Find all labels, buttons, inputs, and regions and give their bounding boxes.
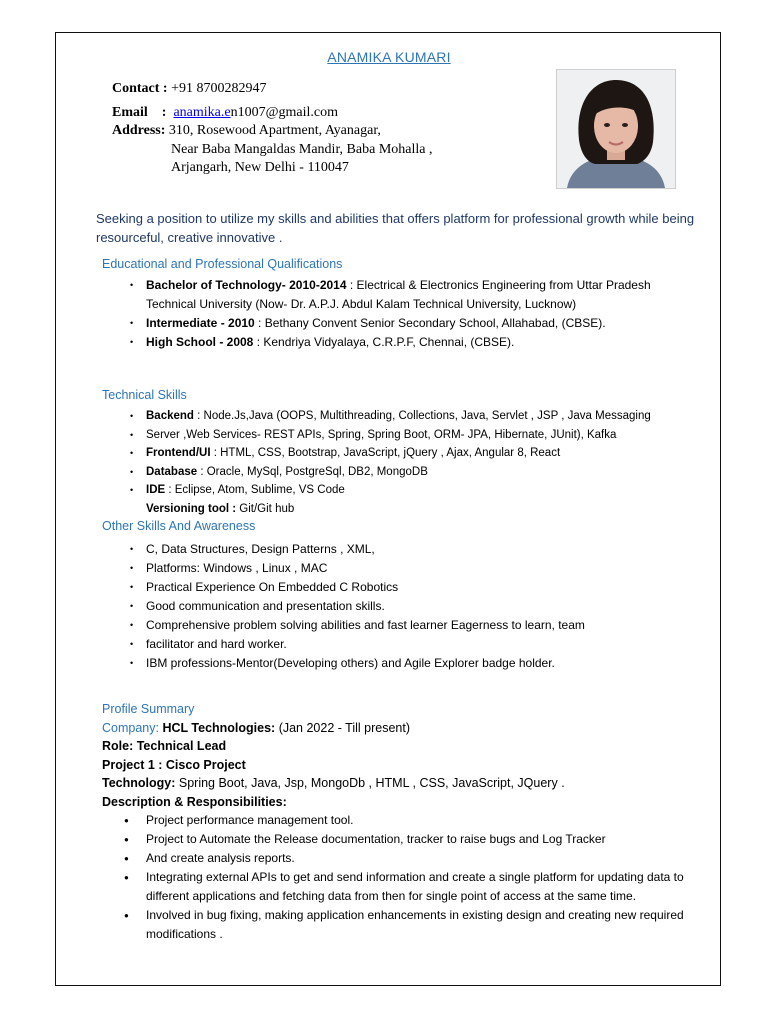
list-item: ● Involved in bug fixing, making application enhancements in existing design and creating new required modifications . (96, 906, 696, 944)
list-item: • Comprehensive problem solving abilities and fast learner Eagerness to learn, team (96, 616, 716, 635)
list-item: • Platforms: Windows , Linux , MAC (96, 559, 716, 578)
education-list (96, 276, 696, 352)
list-item: • Frontend/UI : HTML, CSS, Bootstrap, JavaScript, jQuery , Ajax, Angular 8, React (96, 444, 716, 463)
list-item: • C, Data Structures, Design Patterns , XML, (96, 540, 716, 559)
description-heading: Description & Responsibilities: (102, 794, 287, 809)
email-row (112, 105, 338, 121)
list-item: • facilitator and hard worker. (96, 635, 716, 654)
email-link[interactable]: anamika.e (173, 105, 231, 120)
other-skills-list (96, 540, 716, 673)
list-item: • Backend : Node.Js,Java (OOPS, Multithreading, Collections, Java, Servlet , JSP , Java Messaging (96, 407, 716, 426)
list-item: • Database : Oracle, MySql, PostgreSql, DB2, MongoDB (96, 463, 716, 482)
company-row (102, 719, 702, 738)
technology-value: Spring Boot, Java, Jsp, MongoDb , HTML , CSS, JavaScript, JQuery . (175, 776, 565, 790)
technical-skills-list (96, 407, 716, 518)
project-title: Project 1 : Cisco Project (102, 757, 246, 772)
list-item: • Intermediate - 2010 : Bethany Convent Senior Secondary School, Allahabad, (CBSE). (96, 314, 696, 333)
address-row (112, 123, 381, 139)
phone-number: +91 8700282947 (171, 81, 267, 96)
email-label: Email (112, 105, 148, 120)
role: Role: Technical Lead (102, 739, 227, 753)
list-item: • Server ,Web Services- REST APIs, Spring, Spring Boot, ORM- JPA, Hibernate, JUnit), Kafka (96, 426, 716, 445)
list-item: • IDE : Eclipse, Atom, Sublime, VS Code (96, 481, 716, 500)
list-item: ● Integrating external APIs to get and send information and create a single platform for updating data to different applications and fetching data from then for single point of access at the same time. (96, 868, 696, 906)
list-item: • Bachelor of Technology- 2010-2014 : Electrical & Electronics Engineering from Uttar Pradesh Technical University (Now- Dr. A.P.J. Abdul Kalam Technical University, Lucknow) (96, 276, 696, 314)
technology-label: Technology: (102, 776, 176, 790)
list-item: Versioning tool : Git/Git hub (146, 502, 295, 515)
candidate-name: ANAMIKA KUMARI (327, 49, 451, 65)
profile-summary-heading: Profile Summary (102, 702, 195, 716)
career-objective: Seeking a position to utilize my skills and abilities that offers platform for professional growth while being resourceful, creative innovative . (96, 211, 695, 245)
company-period: (Jan 2022 - Till present) (275, 720, 411, 735)
address-line-3: Arjangarh, New Delhi - 110047 (171, 160, 349, 175)
company-name: HCL Technologies: (162, 720, 276, 735)
other-skills-heading: Other Skills And Awareness (102, 519, 256, 533)
list-item: • IBM professions-Mentor(Developing others) and Agile Explorer badge holder. (96, 654, 716, 673)
list-item: • High School - 2008 : Kendriya Vidyalaya, C.R.P.F, Chennai, (CBSE). (96, 333, 696, 352)
responsibilities-list (96, 811, 696, 944)
resume-page (55, 32, 721, 986)
contact-label: Contact : (112, 81, 168, 96)
address-line-2: Near Baba Mangaldas Mandir, Baba Mohalla , (171, 142, 433, 157)
list-item: • Good communication and presentation skills. (96, 597, 716, 616)
email-rest: n1007@gmail.com (230, 105, 338, 120)
profile-summary (102, 700, 702, 811)
contact-row (112, 81, 267, 97)
list-item: ● Project to Automate the Release documentation, tracker to raise bugs and Log Tracker (96, 830, 696, 849)
address-line-1: 310, Rosewood Apartment, Ayanagar, (168, 123, 381, 138)
email-colon: : (161, 105, 167, 120)
technology-row (102, 774, 702, 793)
list-item: ● And create analysis reports. (96, 849, 696, 868)
list-item: ● Project performance management tool. (96, 811, 696, 830)
address-label: Address: (112, 123, 166, 138)
list-item: • Practical Experience On Embedded C Robotics (96, 578, 716, 597)
technical-skills-heading: Technical Skills (102, 388, 187, 402)
education-heading: Educational and Professional Qualifications (102, 257, 343, 271)
profile-photo (556, 69, 676, 189)
company-label: Company: (102, 720, 159, 735)
